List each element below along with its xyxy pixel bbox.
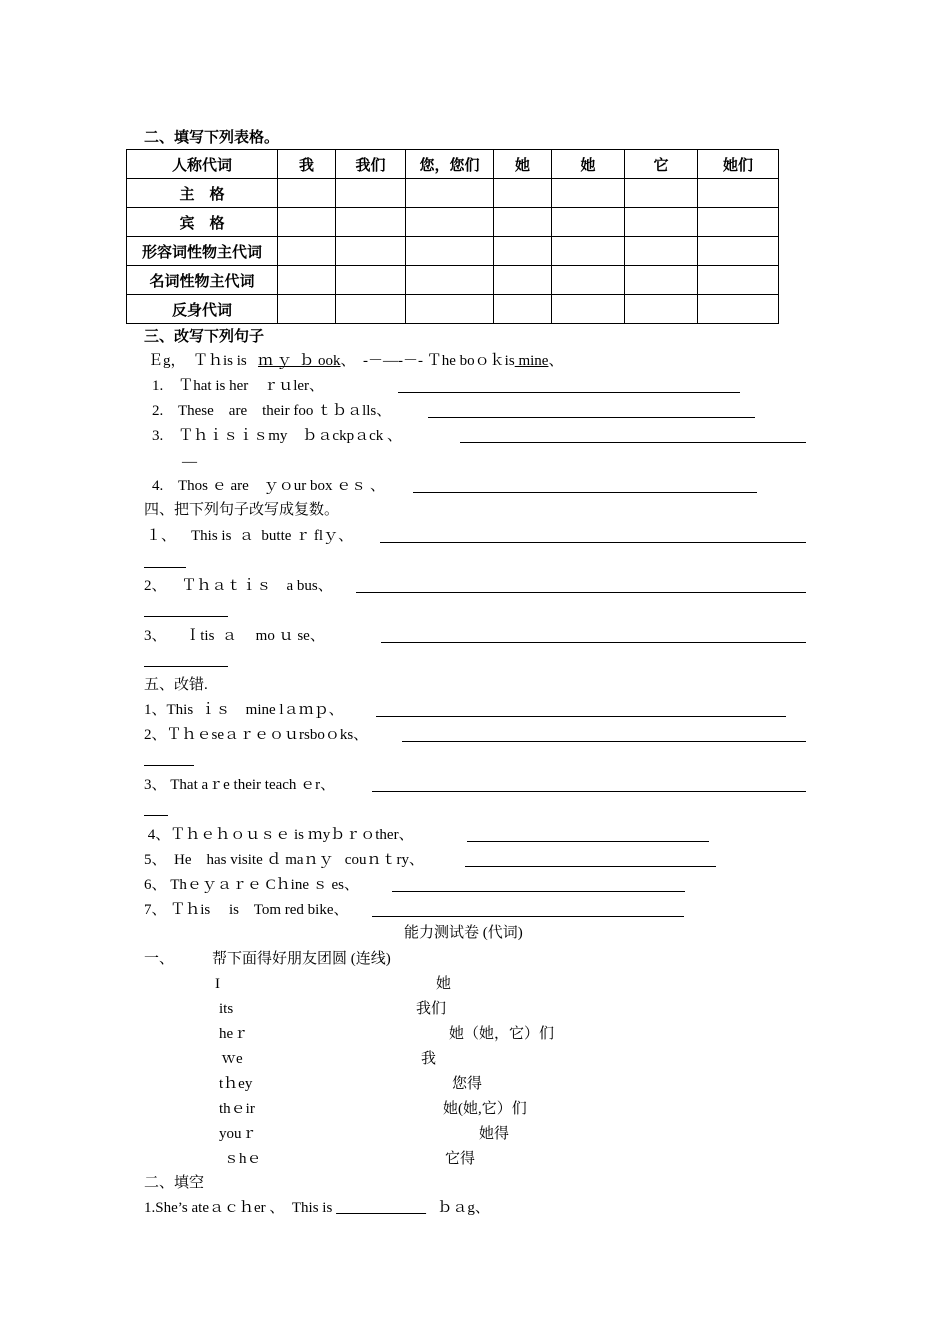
section-5-title: 五、改错. (144, 677, 208, 693)
table-row (127, 208, 779, 237)
match-right-item[interactable]: 我们 (416, 1001, 447, 1017)
match-right-item[interactable]: 她(她,它）们 (443, 1101, 527, 1117)
answer-blank[interactable] (380, 542, 806, 543)
section-2-title: 二、填写下列表格。 (144, 128, 280, 146)
answer-blank-cont[interactable] (144, 567, 186, 568)
answer-blank[interactable] (372, 791, 806, 792)
ability-section-1-title: 帮下面得好朋友团圆 (连线) (212, 951, 391, 967)
match-right-item[interactable]: 她 (436, 976, 452, 992)
s3-question-4: 4. Thos ｅ are ｙｏur box ｅｓ 、 (152, 478, 386, 494)
s5-question-3: 3、 That aｒe their teach ｅr、 (144, 777, 336, 793)
table-cell[interactable] (336, 237, 406, 266)
section-3-title: 三、改写下列句子 (144, 327, 265, 345)
table-row (127, 237, 779, 266)
s5-question-2: 2、Ｔｈｅseａｒｅｏｕrsboｏks、 (144, 727, 369, 743)
answer-blank[interactable] (376, 716, 786, 717)
match-left-item[interactable]: thｅir (219, 1101, 255, 1117)
table-header-cell: 我们 (336, 150, 406, 179)
table-cell[interactable] (698, 237, 779, 266)
table-header-cell: 人称代词 (127, 150, 278, 179)
s4-question-1: １、 This is ａ butte ｒ flｙ、 (146, 528, 354, 544)
match-left-item[interactable]: tｈey (219, 1076, 253, 1092)
table-cell[interactable] (406, 295, 494, 324)
example-part: 、 -－—-－- Ｔhe boｏｋis (340, 353, 515, 369)
table-cell[interactable] (494, 179, 552, 208)
table-cell[interactable] (278, 266, 336, 295)
table-cell[interactable] (698, 266, 779, 295)
s5-question-1: 1、This ｉｓ mine lａｍｐ、 (144, 702, 344, 718)
example-underlined-a: ｍ ｙ ｂ ook (258, 353, 341, 369)
answer-blank[interactable] (381, 642, 806, 643)
table-row (127, 179, 779, 208)
example-sentence (148, 351, 563, 371)
answer-blank[interactable] (428, 417, 755, 418)
match-left-item[interactable]: its (219, 1001, 234, 1017)
answer-blank[interactable] (413, 492, 757, 493)
table-header-cell: 您，您们 (406, 150, 494, 179)
ability-section-2-title: 二、填空 (144, 1175, 205, 1191)
table-cell[interactable] (625, 266, 698, 295)
table-cell[interactable] (625, 295, 698, 324)
table-header-cell: 我 (278, 150, 336, 179)
table-cell[interactable] (494, 266, 552, 295)
answer-blank-cont[interactable] (144, 616, 228, 617)
match-left-item[interactable]: youｒ (219, 1126, 257, 1142)
answer-blank[interactable] (460, 442, 806, 443)
table-cell[interactable] (552, 208, 625, 237)
row-label: 名词性物主代词 (127, 266, 278, 295)
table-cell[interactable] (336, 179, 406, 208)
section-4-title: 四、把下列句子改写成复数。 (144, 502, 340, 518)
table-cell[interactable] (494, 208, 552, 237)
table-cell[interactable] (698, 208, 779, 237)
s3-question-3: 3. Ｔｈｉｓｉｓmy ｂａckpａck 、 (152, 428, 402, 444)
table-header-cell: 她 (552, 150, 625, 179)
match-right-item[interactable]: 我 (421, 1051, 437, 1067)
pronoun-table (126, 149, 779, 324)
match-right-item[interactable]: 它得 (445, 1151, 476, 1167)
answer-blank-cont[interactable] (144, 815, 168, 816)
match-right-item[interactable]: 她得 (479, 1126, 510, 1142)
s3-question-2: 2. These are their foo ｔｂａlls、 (152, 403, 392, 419)
match-left-item[interactable]: ｗe (221, 1051, 243, 1067)
fill-question-1 (144, 1198, 490, 1218)
table-cell[interactable] (698, 295, 779, 324)
answer-blank[interactable] (467, 841, 709, 842)
table-cell[interactable] (406, 208, 494, 237)
table-cell[interactable] (552, 295, 625, 324)
s4-question-3: 3、 Ｉtis ａ mo ｕ se、 (144, 628, 325, 644)
table-cell[interactable] (278, 179, 336, 208)
s3-question-1: 1. Ｔhat is her ｒｕler、 (152, 378, 325, 394)
answer-blank-cont[interactable] (144, 666, 228, 667)
fill-text: 1.She’s ateａｃｈer 、 This is (144, 1200, 337, 1216)
table-header-cell: 她 (494, 150, 552, 179)
table-cell[interactable] (552, 237, 625, 266)
example-part: 、 (548, 353, 564, 369)
match-left-item[interactable]: ｓhｅ (224, 1151, 262, 1167)
answer-blank[interactable] (356, 592, 806, 593)
line-continuation: — (182, 454, 197, 470)
match-left-item[interactable]: heｒ (219, 1026, 249, 1042)
table-cell[interactable] (406, 237, 494, 266)
table-cell[interactable] (278, 295, 336, 324)
table-row (127, 295, 779, 324)
table-cell[interactable] (278, 208, 336, 237)
table-cell[interactable] (625, 208, 698, 237)
s5-question-5: 5、 He has visite ｄ maｎｙ couｎｔry、 (144, 852, 424, 868)
table-cell[interactable] (625, 179, 698, 208)
table-cell[interactable] (698, 179, 779, 208)
table-row (127, 266, 779, 295)
match-left-item[interactable]: I (215, 976, 220, 992)
s4-question-2: 2、 Ｔｈａｔｉｓ a bus、 (144, 578, 333, 594)
row-label: 宾 格 (127, 208, 278, 237)
table-cell[interactable] (278, 237, 336, 266)
answer-blank[interactable] (398, 392, 740, 393)
table-cell[interactable] (406, 179, 494, 208)
row-label: 形容词性物主代词 (127, 237, 278, 266)
ability-section-1-number: 一、 (144, 951, 175, 967)
table-cell[interactable] (336, 295, 406, 324)
table-cell[interactable] (552, 266, 625, 295)
table-cell[interactable] (552, 179, 625, 208)
table-header-cell: 它 (625, 150, 698, 179)
s5-question-7: 7、 Ｔｈis is Tom red bike、 (144, 902, 349, 918)
table-cell[interactable] (406, 266, 494, 295)
table-cell[interactable] (336, 208, 406, 237)
answer-blank[interactable] (392, 891, 685, 892)
table-header-row (127, 150, 779, 179)
fill-text: ｂａg、 (426, 1200, 490, 1216)
table-cell[interactable] (494, 295, 552, 324)
s5-question-4: 4、Ｔｈｅｈｏｕｓｅ is ｍyｂｒｏther、 (144, 827, 414, 843)
answer-blank-cont[interactable] (144, 765, 194, 766)
match-right-item[interactable]: 她（她，它）们 (449, 1026, 555, 1042)
table-cell[interactable] (625, 237, 698, 266)
table-cell[interactable] (336, 266, 406, 295)
table-header-cell: 她们 (698, 150, 779, 179)
answer-blank[interactable] (465, 866, 716, 867)
answer-blank[interactable] (372, 916, 684, 917)
s5-question-6: 6、 Thｅｙａｒｅ Cｈine ｓ es、 (144, 877, 359, 893)
example-part: Ｅg， Ｔｈis is (148, 353, 259, 369)
match-right-item[interactable]: 您得 (452, 1076, 483, 1092)
answer-blank[interactable] (402, 741, 806, 742)
table-cell[interactable] (494, 237, 552, 266)
example-underlined-b: mine (514, 353, 549, 369)
row-label: 反身代词 (127, 295, 278, 324)
ability-test-title: 能力测试卷 (代词) (404, 925, 523, 941)
fill-blank[interactable] (336, 1200, 426, 1216)
row-label: 主 格 (127, 179, 278, 208)
